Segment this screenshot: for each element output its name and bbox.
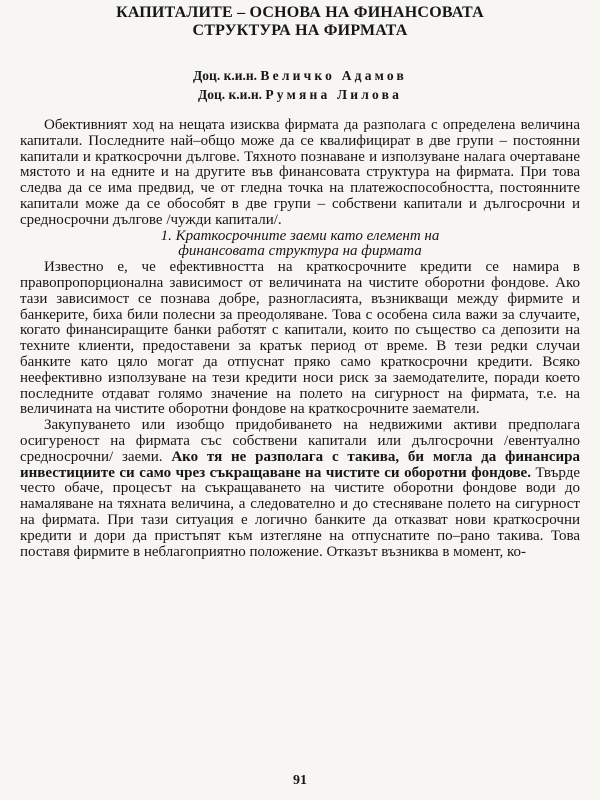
- author-2-title: Доц. к.и.н.: [197, 87, 266, 102]
- author-list: [0, 66, 600, 104]
- author-1: [0, 66, 600, 85]
- section-heading-line-1: 1. Краткосрочните заеми като елемент на: [160, 227, 440, 244]
- author-2: [0, 85, 600, 104]
- paper-title: [30, 4, 570, 40]
- paragraph-assets-bold: Ако тя не разполага с такива, би могла да финансира инвестициите си само чрез съкращаване на чистите си оборотни фондове.: [20, 448, 580, 481]
- paragraph-intro: Обективният ход на нещата изисква фирмата да разполага с определена величина капитали. Последните най–общо може да се квалифицират в две групи – постоянни капитали и краткосрочни дългове. Тяхното познаване и използуване налага очертаване мястото и на едните и на другите във финансовата структура на фирмата. При това следва да се има предвид, че от гледна точка на платежоспособността, постоянните капитали може да се обособят в две групи – собствени капитали и дългосрочни и средносрочни дългове /чужди капитали/.: [20, 117, 580, 228]
- paragraph-assets: [20, 418, 580, 560]
- author-2-name: Румяна Лилова: [265, 87, 403, 102]
- article-body: [20, 118, 580, 560]
- section-heading-line-2: финансовата структура на фирмата: [178, 243, 422, 260]
- paragraph-assets-start: Закупуването или изобщо придобиването на недвижими активи предполага осигуреност на фирмата със собствени капитали или дългосрочни /евентуално средносрочни/ заеми.: [20, 417, 580, 465]
- author-1-name: Величко Адамов: [260, 68, 407, 83]
- page-number: 91: [293, 773, 307, 788]
- section-heading: [20, 229, 580, 261]
- paragraph-assets-end: Твърде често обаче, процесът на съкращаването на чистите оборотни фондове води до намаляване на тяхната величина, а следователно и до стесняване полето на сигурност на фирмата. При тази ситуация е логично банките да отказват нови краткосрочни кредити и дори да пристъпят към изтегляне на отпуснатите по–рано такива. Това поставя фирмите в неблагоприятно положение. Отказът възниква в момент, ко-: [20, 464, 580, 560]
- title-line-1: КАПИТАЛИТЕ – ОСНОВА НА ФИНАНСОВАТА: [116, 4, 484, 21]
- author-1-title: Доц. к.и.н.: [193, 68, 261, 83]
- title-line-2: СТРУКТУРА НА ФИРМАТА: [192, 22, 408, 39]
- paragraph-credits: Известно е, че ефективността на краткосрочните кредити се намира в правопропорционална зависимост от величината на чистите оборотни фондове. Ако тази зависимост се познава добре, разногласията, възникващи между фирмите и банкерите, биха били полесни за преодоляване. Това с особена сила важи за случаите, когато финансиращите банки работят с капитали, които по същество са депозити на техните клиенти, предоставени за кратък период от време. В тези редки случаи банките като цяло могат да отпуснат пряко само краткосрочни кредити. Всяко неефективно използуване на тези кредити носи риск за заемодателите, поради което последните отдават голямо значение на полето на сигурност на фирмата, т.е. на величината на чистите оборотни фондове на краткосрочните заематели.: [20, 259, 580, 418]
